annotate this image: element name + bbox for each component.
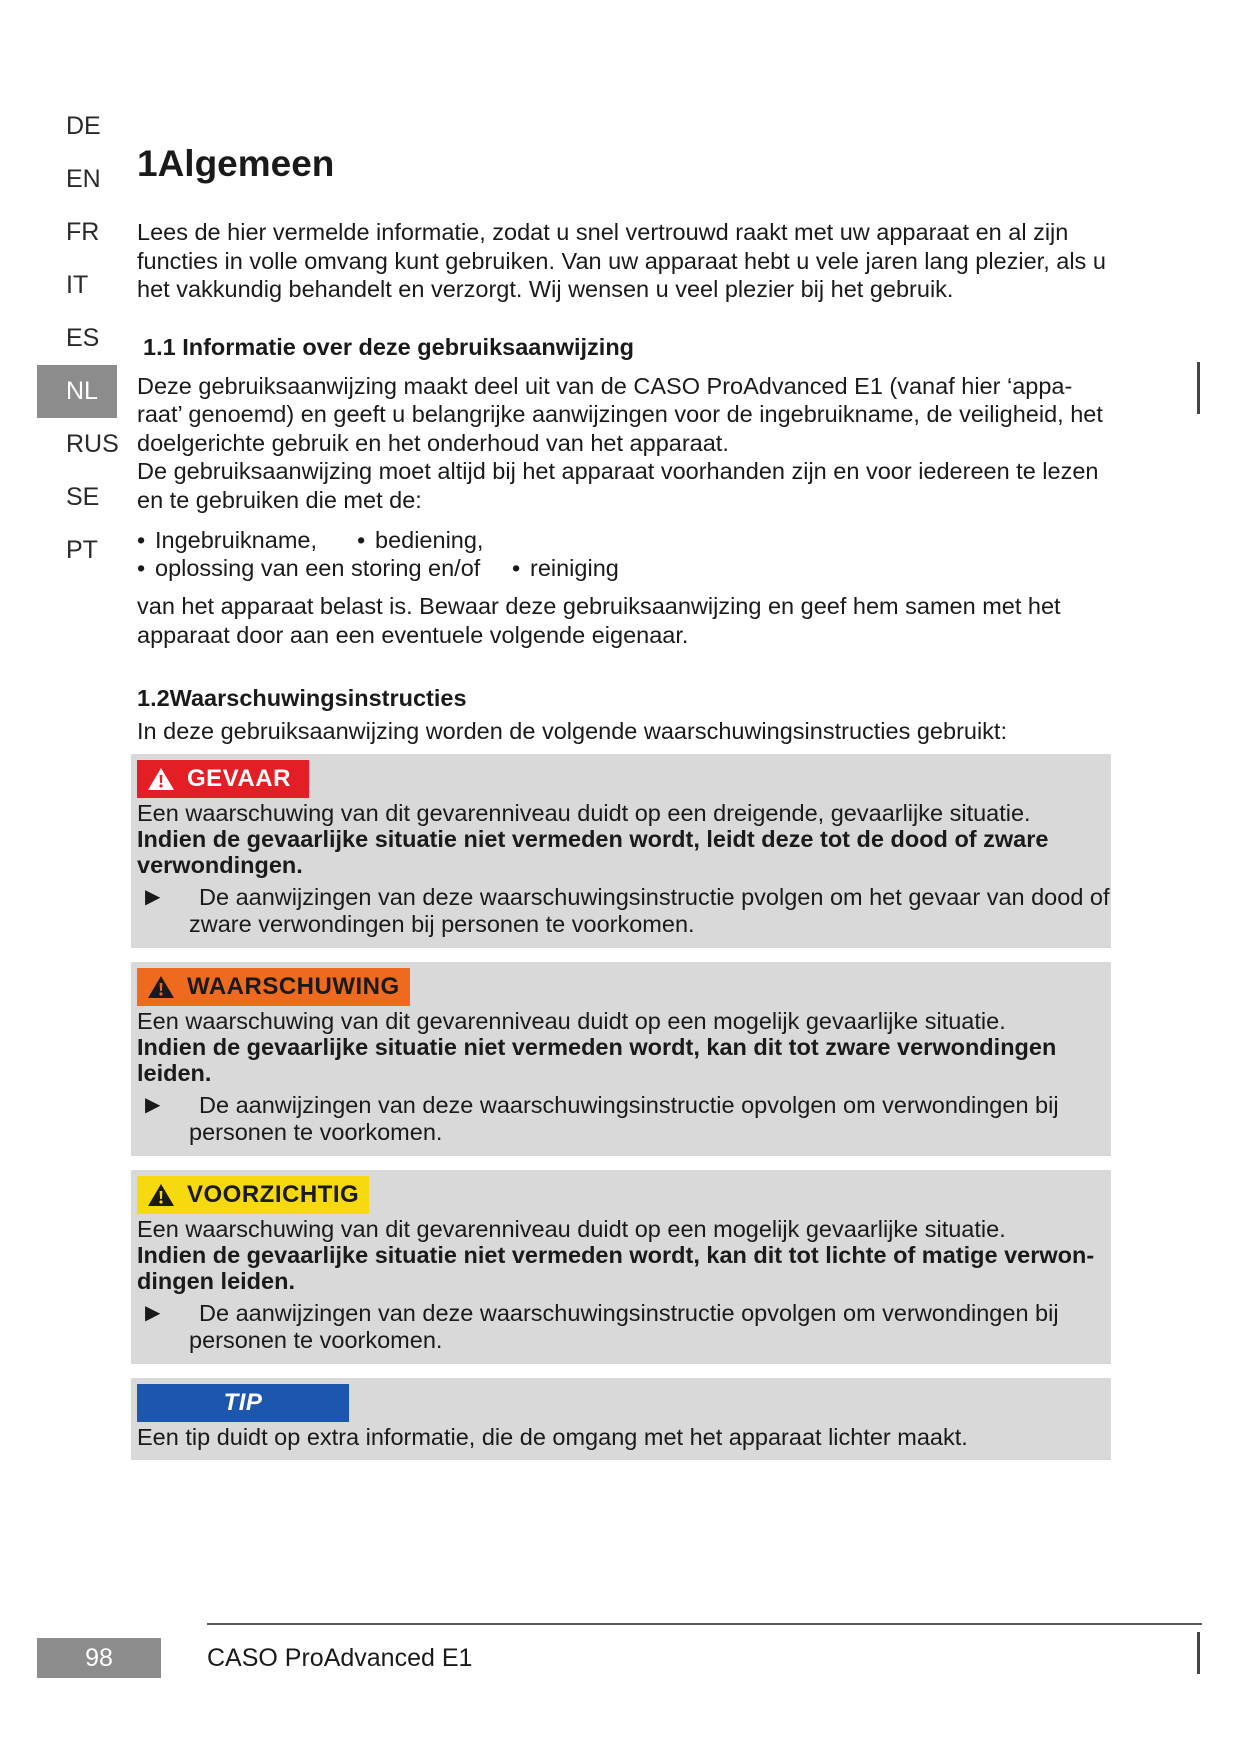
danger-label: GEVAAR bbox=[187, 764, 291, 792]
caution-text: Een waarschuwing van dit gevarenniveau duidt op een mogelijk gevaarlijke situatie. bbox=[137, 1215, 1006, 1242]
lang-tab-fr[interactable]: FR bbox=[66, 218, 100, 246]
instruction-text: De aanwijzingen van deze waarschuwingsinstructie pvolgen om het gevaar van dood of zware verwondingen bij personen te voorkomen. bbox=[189, 883, 1110, 937]
caution-box bbox=[131, 1170, 1111, 1364]
margin-marker bbox=[1197, 362, 1200, 414]
section-1-1-para-2: De gebruiksaanwijzing moet altijd bij het apparaat voorhanden zijn en voor iedereen te lezen en te gebruiken die met de: bbox=[137, 458, 1099, 513]
instruction-text: De aanwijzingen van deze waarschuwingsinstructie opvolgen om verwondingen bij personen te voorkomen. bbox=[189, 1091, 1059, 1145]
danger-instruction bbox=[137, 884, 1111, 938]
warning-text: Een waarschuwing van dit gevarenniveau duidt op een mogelijk gevaarlijke situatie. bbox=[137, 1007, 1006, 1034]
lang-tab-en[interactable]: EN bbox=[66, 165, 101, 193]
warning-triangle-icon bbox=[147, 1183, 175, 1207]
warning-badge bbox=[137, 968, 410, 1006]
section-1-2-intro: In deze gebruiksaanwijzing worden de volgende waarschuwingsinstructies gebruikt: bbox=[137, 718, 1007, 744]
caution-label: VOORZICHTIG bbox=[187, 1180, 360, 1208]
section-1-1-heading: 1.1 Informatie over deze gebruiksaanwijzing bbox=[143, 333, 635, 360]
margin-marker bbox=[1197, 1632, 1200, 1674]
caution-badge bbox=[137, 1176, 369, 1214]
list-item: • reiniging bbox=[512, 554, 652, 582]
warning-bold-text: Indien de gevaarlijke situatie niet vermeden wordt, kan dit tot zware verwondingen leiden. bbox=[137, 1033, 1057, 1086]
warning-triangle-icon bbox=[147, 767, 175, 791]
arrow-right-icon: ▶ bbox=[145, 885, 161, 908]
danger-bold-text: Indien de gevaarlijke situatie niet vermeden wordt, leidt deze tot de dood of zware verwondingen. bbox=[137, 825, 1049, 878]
danger-badge bbox=[137, 760, 309, 798]
lang-tab-rus[interactable]: RUS bbox=[66, 430, 119, 458]
page-number: 98 bbox=[37, 1638, 161, 1678]
warning-label: WAARSCHUWING bbox=[187, 972, 400, 1000]
tip-text: Een tip duidt op extra informatie, die de omgang met het apparaat lichter maakt. bbox=[137, 1423, 968, 1450]
arrow-right-icon: ▶ bbox=[145, 1301, 161, 1324]
main-content bbox=[137, 140, 1112, 1474]
tip-box bbox=[131, 1378, 1111, 1460]
page-title: 1Algemeen bbox=[137, 143, 335, 184]
danger-box bbox=[131, 754, 1111, 948]
arrow-right-icon: ▶ bbox=[145, 1093, 161, 1116]
intro-paragraph: Lees de hier vermelde informatie, zodat u snel vertrouwd raakt met uw apparaat en al zijn functies in volle omvang kunt gebruiken. Van uw apparaat hebt u vele jaren lang plezier, als u het vakkundig behandelt en verzorgt. Wij wensen u veel plezier bij het gebruik. bbox=[137, 219, 1106, 302]
lang-tab-it[interactable]: IT bbox=[66, 271, 89, 299]
footer-product-name: CASO ProAdvanced E1 bbox=[207, 1644, 473, 1672]
lang-tab-nl[interactable]: NL bbox=[37, 365, 117, 418]
tip-badge bbox=[137, 1384, 349, 1422]
lang-tab-se[interactable]: SE bbox=[66, 483, 100, 511]
list-item: • Ingebruikname, bbox=[137, 526, 357, 554]
lang-tab-pt[interactable]: PT bbox=[66, 536, 98, 564]
list-item: • bediening, bbox=[357, 526, 657, 554]
tip-label: TIP bbox=[223, 1388, 263, 1416]
language-nav bbox=[37, 100, 117, 577]
warning-triangle-icon bbox=[147, 975, 175, 999]
footer-divider bbox=[207, 1623, 1202, 1625]
instruction-text: De aanwijzingen van deze waarschuwingsinstructie opvolgen om verwondingen bij personen te voorkomen. bbox=[189, 1299, 1059, 1353]
warning-instruction bbox=[137, 1092, 1111, 1146]
caution-bold-text: Indien de gevaarlijke situatie niet vermeden wordt, kan dit tot lichte of matige verwon-dingen leiden. bbox=[137, 1241, 1095, 1294]
section-1-2-heading: 1.2Waarschuwingsinstructies bbox=[137, 685, 467, 711]
danger-text: Een waarschuwing van dit gevarenniveau duidt op een dreigende, gevaarlijke situatie. bbox=[137, 799, 1031, 826]
caution-instruction bbox=[137, 1300, 1111, 1354]
list-item: • oplossing van een storing en/of bbox=[137, 554, 512, 582]
section-1-1-para-1: Deze gebruiksaanwijzing maakt deel uit van de CASO ProAdvanced E1 (vanaf hier ‘appa-raat’ genoemd) en geeft u belangrijke aanwijzingen voor de ingebruikname, de veiligheid, het doelgerichte gebruik en het onderhoud van het apparaat. bbox=[137, 372, 1103, 456]
lang-tab-es[interactable]: ES bbox=[66, 324, 100, 352]
lang-tab-de[interactable]: DE bbox=[66, 112, 101, 140]
section-1-1-para-3: van het apparaat belast is. Bewaar deze gebruiksaanwijzing en geef hem samen met het apparaat door aan een eventuele volgende eigenaar. bbox=[137, 593, 1061, 648]
warning-box bbox=[131, 962, 1111, 1156]
bullet-list bbox=[137, 526, 657, 582]
